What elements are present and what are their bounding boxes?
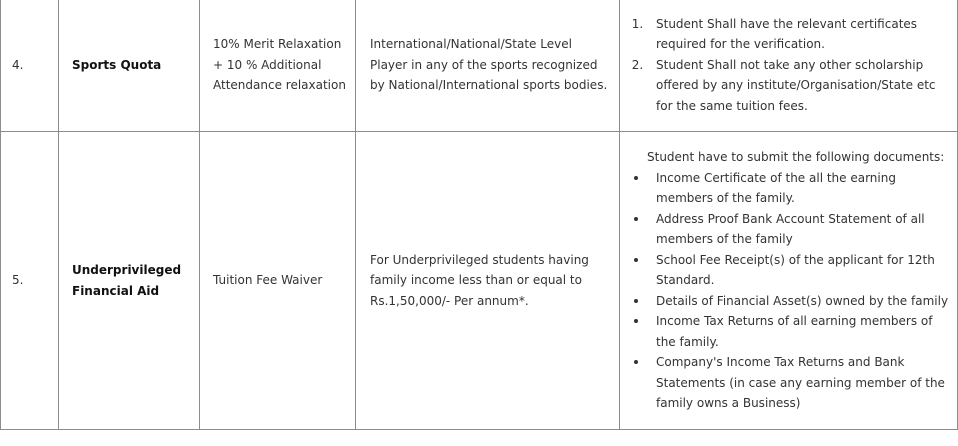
- list-item: 1. Student Shall have the relevant certificates required for the verification.: [647, 14, 951, 55]
- list-item: Address Proof Bank Account Statement of all members of the family: [647, 209, 951, 250]
- scholarship-name-text: Underprivileged Financial Aid: [72, 263, 182, 298]
- row-number: 4.: [1, 0, 59, 132]
- list-item: Company's Income Tax Returns and Bank Statements (in case any earning member of the family owns a Business): [647, 352, 951, 414]
- conditions-list: [630, 14, 951, 117]
- table-row: [1, 132, 958, 430]
- benefit-cell: [200, 0, 356, 132]
- eligibility-cell: [356, 132, 620, 430]
- list-item: Income Tax Returns of all earning members of the family.: [647, 311, 951, 352]
- row-number: 5.: [1, 132, 59, 430]
- documents-list: [630, 168, 951, 414]
- eligibility-text: International/National/State Level Player in any of the sports recognized by National/International sports bodies.: [370, 37, 608, 93]
- conditions-cell: [620, 0, 958, 132]
- list-item: School Fee Receipt(s) of the applicant for 12th Standard.: [647, 250, 951, 291]
- benefit-cell: [200, 132, 356, 430]
- scholarship-name: [59, 132, 200, 430]
- list-item: Income Certificate of the all the earning members of the family.: [647, 168, 951, 209]
- documents-intro: Student have to submit the following documents:: [647, 150, 945, 165]
- eligibility-cell: [356, 0, 620, 132]
- benefit-text: Tuition Fee Waiver: [213, 273, 323, 288]
- list-item: 2. Student Shall not take any other scholarship offered by any institute/Organisation/State etc for the same tuition fees.: [647, 55, 951, 117]
- scholarship-name: Sports Quota: [59, 0, 200, 132]
- list-item: Details of Financial Asset(s) owned by the family: [647, 291, 951, 312]
- table-row: [1, 0, 958, 132]
- benefit-text: 10% Merit Relaxation + 10 % Additional Attendance relaxation: [213, 37, 346, 93]
- eligibility-text: For Underprivileged students having family income less than or equal to Rs.1,50,000/- Per annum*.: [370, 252, 589, 308]
- documents-cell: [620, 132, 958, 430]
